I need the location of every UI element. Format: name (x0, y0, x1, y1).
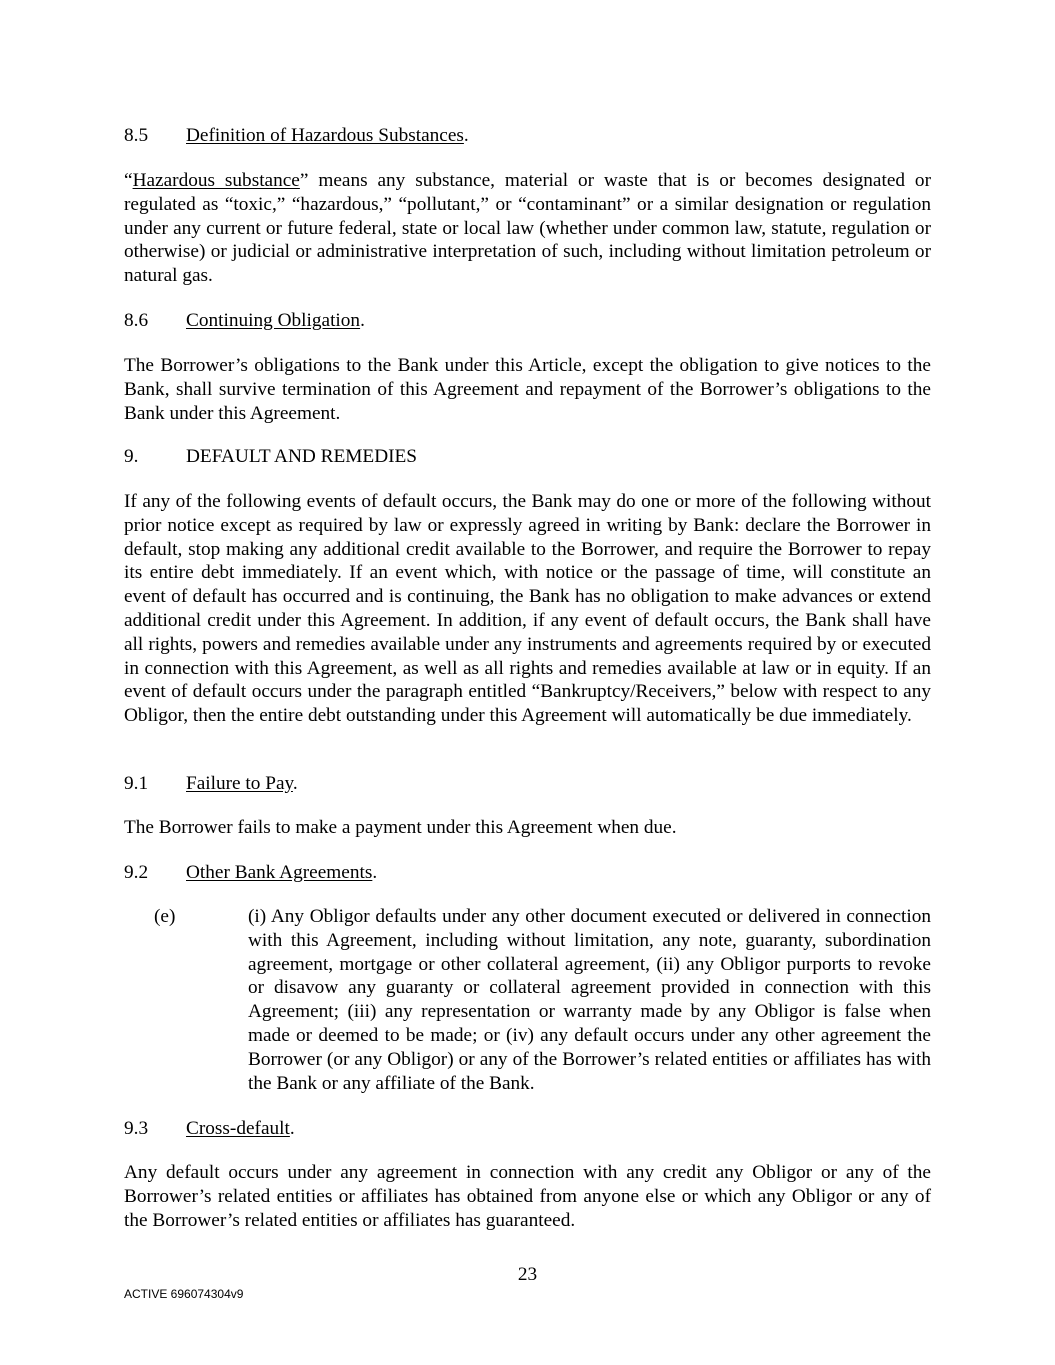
period: . (289, 1118, 295, 1139)
section-number: 9.2 (124, 862, 149, 883)
heading-9-1 (124, 772, 931, 796)
section-title: DEFAULT AND REMEDIES (186, 446, 418, 467)
open-quote: “ (124, 170, 133, 191)
period: . (463, 125, 469, 146)
period: . (372, 862, 378, 883)
paragraph-text: ” means any substance, material or waste that is or becomes designated or regulated as “toxic,” “hazardous,” “pollutant,” or “contaminant” or a similar designation or regulation under any current or future federal, state or local law (whether under common law, statute, regulation or otherwise) or judicial or administrative interpretation of such, including without limitation petroleum or natural gas. (124, 170, 931, 287)
section-number: 8.6 (124, 310, 149, 331)
heading-9 (124, 445, 931, 469)
period: . (292, 773, 298, 794)
item-text-e: (i) Any Obligor defaults under any other document executed or delivered in connection with this Agreement, including without limitation, any note, guaranty, subordination agreement, mortgage or other collateral agreement, (ii) any Obligor purports to revoke or disavow any guaranty or collateral agreement provided in connection with this Agreement; (iii) any representation or warranty made by any Obligor is false when made or deemed to be made; or (iv) any default occurs under any other agreement the Borrower (or any Obligor) or any of the Borrower’s related entities or affiliates has with the Bank or any affiliate of the Bank. (248, 906, 931, 1094)
section-number: 9.1 (124, 773, 149, 794)
paragraph-8-5 (124, 169, 931, 288)
page-number: 23 (517, 1264, 538, 1285)
paragraph-9-3: Any default occurs under any agreement in connection with any credit any Obligor or any of the Borrower’s related entities or affiliates has obtained from anyone else or which any Obligor or any of the Borrower’s related entities or affiliates has guaranteed. (124, 1162, 931, 1231)
heading-9-2 (124, 861, 931, 885)
section-number: 9. (124, 446, 139, 467)
section-title: Continuing Obligation (186, 310, 361, 331)
document-footer-id: ACTIVE 696074304v9 (124, 1287, 244, 1301)
defined-term: Hazardous substance (132, 170, 300, 191)
section-number: 8.5 (124, 125, 149, 146)
section-title: Cross-default (186, 1118, 290, 1139)
section-title: Definition of Hazardous Substances (186, 125, 464, 146)
item-label-e: (e) (154, 906, 176, 927)
period: . (360, 310, 365, 331)
section-title: Failure to Pay (186, 773, 293, 794)
paragraph-9: If any of the following events of default occurs, the Bank may do one or more of the following without prior notice except as required by law or expressly agreed in writing by Bank: declare the Borrower in default, stop making any additional credit available to the Borrower, and require the Borrower to repay its entire debt immediately. If an event which, with notice or the passage of time, will constitute an event of default has occurred and is continuing, the Bank has no obligation to make advances or extend additional credit under this Agreement. In addition, if any event of default occurs, the Bank shall have all rights, powers and remedies available under any instruments and agreements required by or executed in connection with this Agreement, as well as all rights and remedies available at law or in equity. If an event of default occurs under the paragraph entitled “Bankruptcy/Receivers,” below with respect to any Obligor, then the entire debt outstanding under this Agreement will automatically be due immediately. (124, 491, 931, 727)
heading-8-5 (124, 124, 931, 148)
section-title: Other Bank Agreements (186, 862, 373, 883)
paragraph-8-6: The Borrower’s obligations to the Bank under this Article, except the obligation to give notices to the Bank, shall survive termination of this Agreement and repayment of the Borrower’s obligations to the Bank under this Agreement. (124, 355, 931, 424)
heading-8-6 (124, 309, 931, 333)
paragraph-9-1: The Borrower fails to make a payment under this Agreement when due. (124, 817, 677, 838)
section-number: 9.3 (124, 1118, 149, 1139)
heading-9-3 (124, 1117, 931, 1141)
